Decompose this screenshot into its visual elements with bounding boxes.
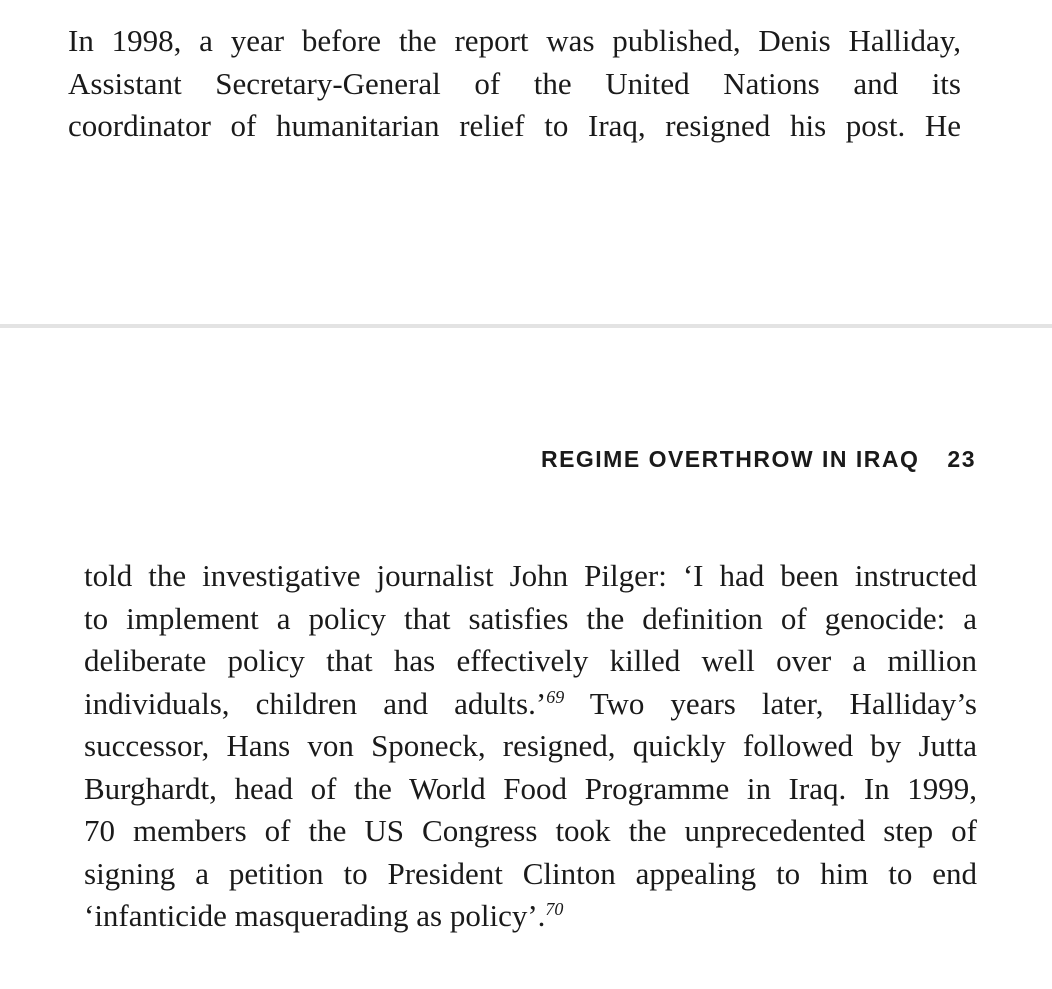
text-line: In 1998, a year before the report was published, Denis Halliday,: [68, 23, 961, 58]
previous-page-paragraph: [68, 20, 961, 148]
footnote-marker-70[interactable]: 70: [545, 899, 564, 919]
body-paragraph: [84, 555, 977, 938]
text-line: [84, 895, 977, 938]
footnote-marker-69[interactable]: 69: [546, 686, 565, 707]
text-line: to implement a policy that satisfies the definition of genocide: a: [84, 600, 977, 636]
text-line: deliberate policy that has effectively killed well over a million: [84, 643, 977, 678]
page-number: 23: [947, 446, 976, 472]
running-head-title: REGIME OVERTHROW IN IRAQ: [540, 446, 920, 472]
text-line: told the investigative journalist John Pilger: ‘I had been instructed: [84, 558, 977, 593]
text-segment: ‘infanticide masquerading as policy’.: [84, 898, 546, 933]
text-segment: Two years later, Halliday’s: [564, 685, 977, 721]
text-line: Burghardt, head of the World Food Programme in Iraq. In 1999,: [84, 770, 977, 806]
text-line: [84, 683, 977, 726]
previous-page: [0, 0, 1052, 324]
text-line: Assistant Secretary-General of the United Nations and its: [68, 65, 961, 101]
text-segment: individuals, children and adults.’: [84, 685, 547, 721]
text-line: 70 members of the US Congress took the unprecedented step of: [84, 813, 977, 848]
current-page: [0, 328, 1052, 989]
running-head: [541, 446, 976, 473]
text-line: coordinator of humanitarian relief to Iraq, resigned his post. He: [68, 108, 961, 143]
text-line: successor, Hans von Sponeck, resigned, quickly followed by Jutta: [84, 728, 977, 763]
text-line: signing a petition to President Clinton appealing to him to end: [84, 855, 977, 891]
